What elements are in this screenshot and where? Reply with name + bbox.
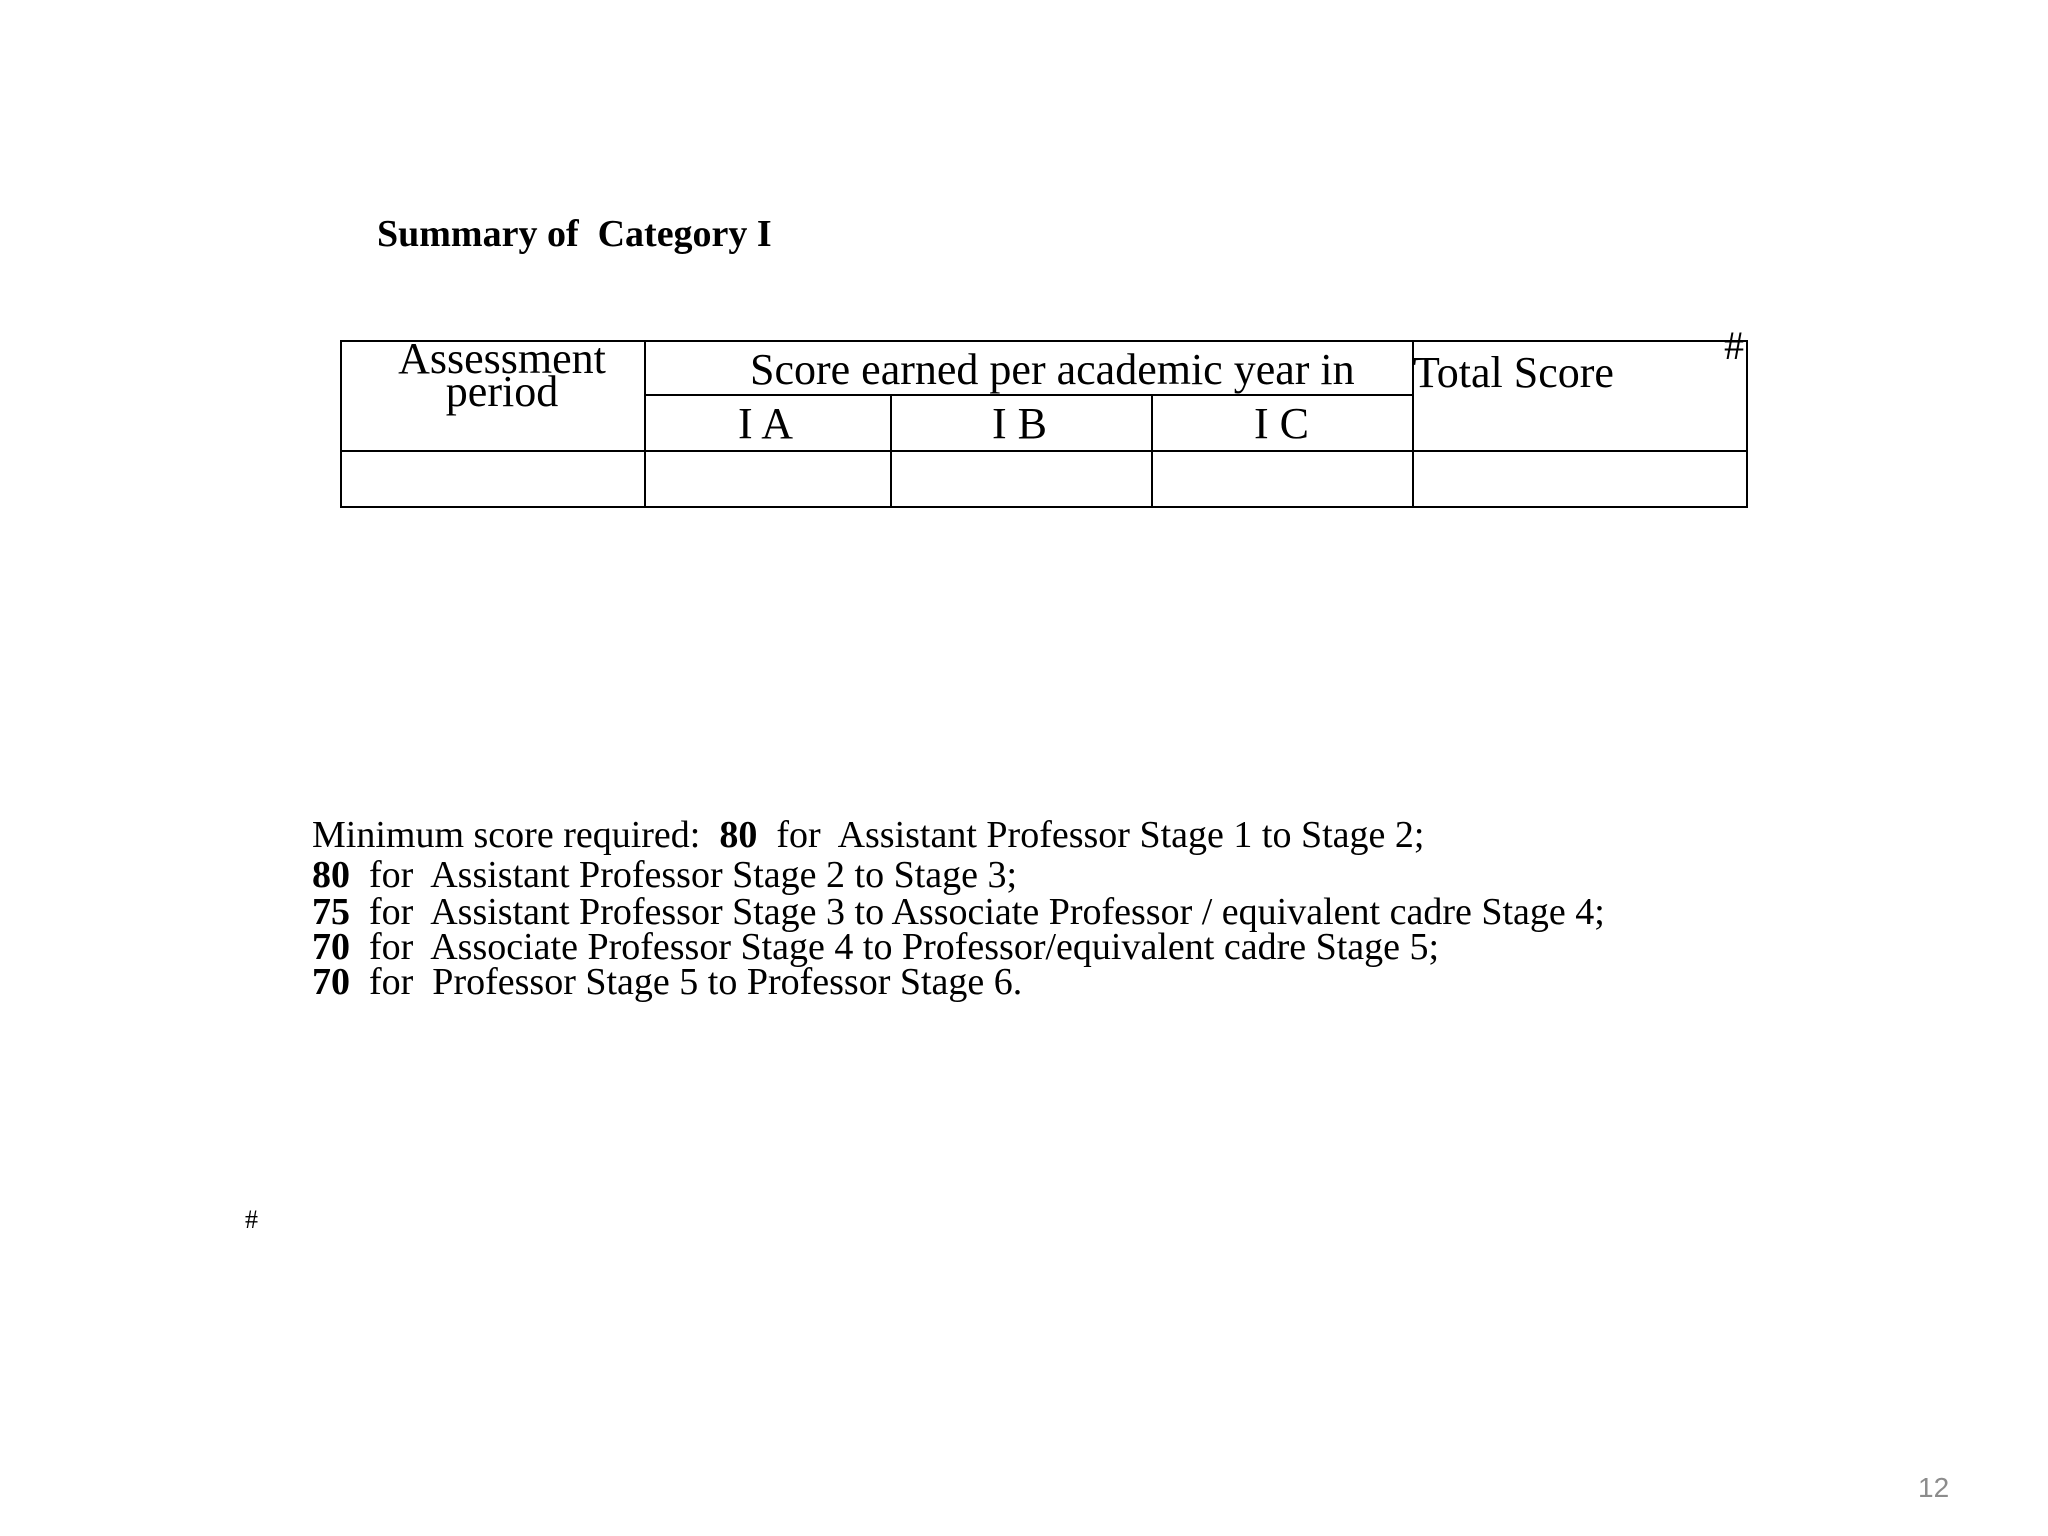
requirement-score: 80 bbox=[312, 854, 350, 896]
requirement-score: 70 bbox=[312, 926, 350, 968]
requirement-intro: Minimum score required: bbox=[312, 814, 701, 856]
subheader-ib: I B bbox=[992, 399, 1047, 448]
requirement-text: for Professor Stage 5 to Professor Stage 6. bbox=[369, 961, 1023, 1003]
requirement-line bbox=[312, 816, 1424, 854]
header-footnote-mark: # bbox=[1724, 323, 1744, 368]
page-number: 12 bbox=[1918, 1472, 1950, 1503]
subheader-ic: I C bbox=[1254, 399, 1309, 448]
requirement-score: 70 bbox=[312, 961, 350, 1003]
requirement-text: for Assistant Professor Stage 2 to Stage 3; bbox=[369, 854, 1018, 896]
requirement-text: for Assistant Professor Stage 3 to Associate Professor / equivalent cadre Stage 4; bbox=[369, 891, 1605, 933]
header-assessment-period: Assessment period bbox=[398, 334, 606, 416]
summary-table bbox=[340, 323, 1748, 508]
requirement-text: for Associate Professor Stage 4 to Professor/equivalent cadre Stage 5; bbox=[369, 926, 1440, 968]
requirement-text: for Assistant Professor Stage 1 to Stage 2; bbox=[776, 814, 1425, 856]
header-total-score: Total Score bbox=[1413, 348, 1614, 397]
page-title: Summary of Category I bbox=[377, 213, 772, 255]
requirement-line bbox=[312, 856, 1017, 894]
requirement-score: 80 bbox=[719, 814, 758, 856]
subheader-ia: I A bbox=[738, 399, 793, 448]
footnote-mark: # bbox=[245, 1205, 258, 1234]
requirement-line bbox=[312, 963, 1022, 1001]
requirement-score: 75 bbox=[312, 891, 350, 933]
header-score-earned: Score earned per academic year in bbox=[750, 345, 1355, 394]
